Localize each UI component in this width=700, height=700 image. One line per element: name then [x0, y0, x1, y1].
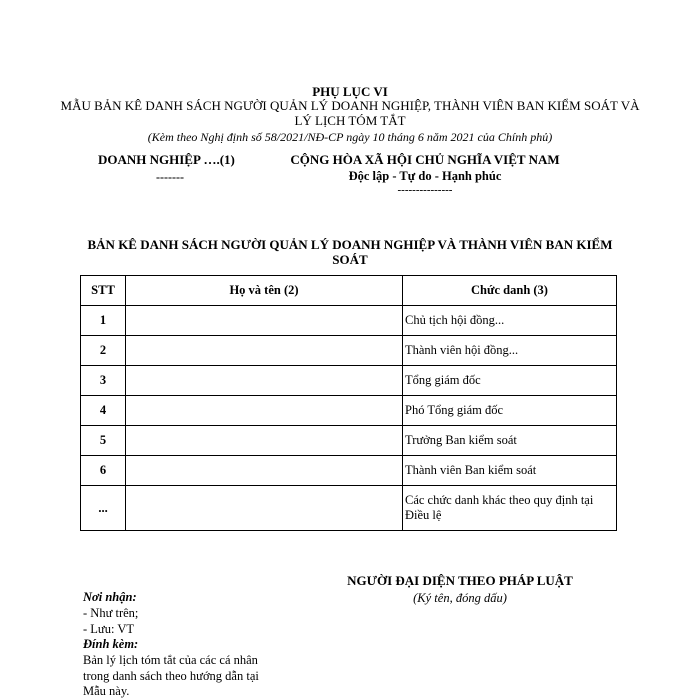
row-position: Thành viên Ban kiểm soát	[403, 456, 617, 486]
enterprise-underline: -------	[156, 170, 184, 184]
row-position: Phó Tổng giám đốc	[403, 396, 617, 426]
row-stt: ...	[81, 486, 126, 531]
recipient-item: - Lưu: VT	[83, 622, 134, 636]
table-row	[81, 366, 617, 396]
motto-underline: ---------------	[397, 184, 453, 196]
row-name	[126, 336, 403, 366]
row-stt: 6	[81, 456, 126, 486]
row-name	[126, 306, 403, 336]
signature-note: (Ký tên, đóng dấu)	[413, 591, 507, 605]
row-position: Chủ tịch hội đồng...	[403, 306, 617, 336]
row-stt: 3	[81, 366, 126, 396]
header-stt: STT	[81, 276, 126, 306]
row-stt: 5	[81, 426, 126, 456]
list-title: BẢN KÊ DANH SÁCH NGƯỜI QUẢN LÝ DOANH NGHIỆP VÀ THÀNH VIÊN BAN KIỂM SOÁT	[87, 237, 613, 267]
header-position: Chức danh (3)	[403, 276, 617, 306]
recipient-item: - Như trên;	[83, 606, 139, 620]
attachment-label: Đính kèm:	[83, 637, 139, 651]
form-title: MẪU BẢN KÊ DANH SÁCH NGƯỜI QUẢN LÝ DOANH NGHIỆP, THÀNH VIÊN BAN KIỂM SOÁT VÀ LÝ LỊCH TÓM TẮT	[60, 98, 640, 128]
row-stt: 2	[81, 336, 126, 366]
table-row	[81, 486, 617, 531]
table-header-row	[81, 276, 617, 306]
legal-representative-title: NGƯỜI ĐẠI DIỆN THEO PHÁP LUẬT	[347, 573, 573, 588]
row-position: Tổng giám đốc	[403, 366, 617, 396]
table-row	[81, 306, 617, 336]
recipients-label: Nơi nhận:	[83, 590, 137, 604]
enterprise-name: DOANH NGHIỆP ….(1)	[98, 152, 235, 167]
row-name	[126, 486, 403, 531]
appendix-title: PHỤ LỤC VI	[312, 84, 388, 99]
row-name	[126, 366, 403, 396]
row-name	[126, 456, 403, 486]
decree-reference: (Kèm theo Nghị định số 58/2021/NĐ-CP ngày 10 tháng 6 năm 2021 của Chính phủ)	[147, 130, 553, 144]
table-row	[81, 426, 617, 456]
table-row	[81, 336, 617, 366]
row-position: Các chức danh khác theo quy định tại Điều lệ	[403, 486, 617, 531]
row-stt: 1	[81, 306, 126, 336]
row-name	[126, 396, 403, 426]
attachment-text: Bản lý lịch tóm tắt của các cá nhân trong danh sách theo hướng dẫn tại Mẫu này.	[83, 653, 259, 698]
table-row	[81, 396, 617, 426]
table-row	[81, 456, 617, 486]
national-motto: Độc lập - Tự do - Hạnh phúc	[348, 169, 502, 183]
row-position: Thành viên hội đồng...	[403, 336, 617, 366]
row-stt: 4	[81, 396, 126, 426]
row-name	[126, 426, 403, 456]
header-name: Họ và tên (2)	[126, 276, 403, 306]
row-position: Trưởng Ban kiểm soát	[403, 426, 617, 456]
managers-table	[80, 275, 617, 531]
country-name: CỘNG HÒA XÃ HỘI CHỦ NGHĨA VIỆT NAM	[290, 152, 560, 167]
